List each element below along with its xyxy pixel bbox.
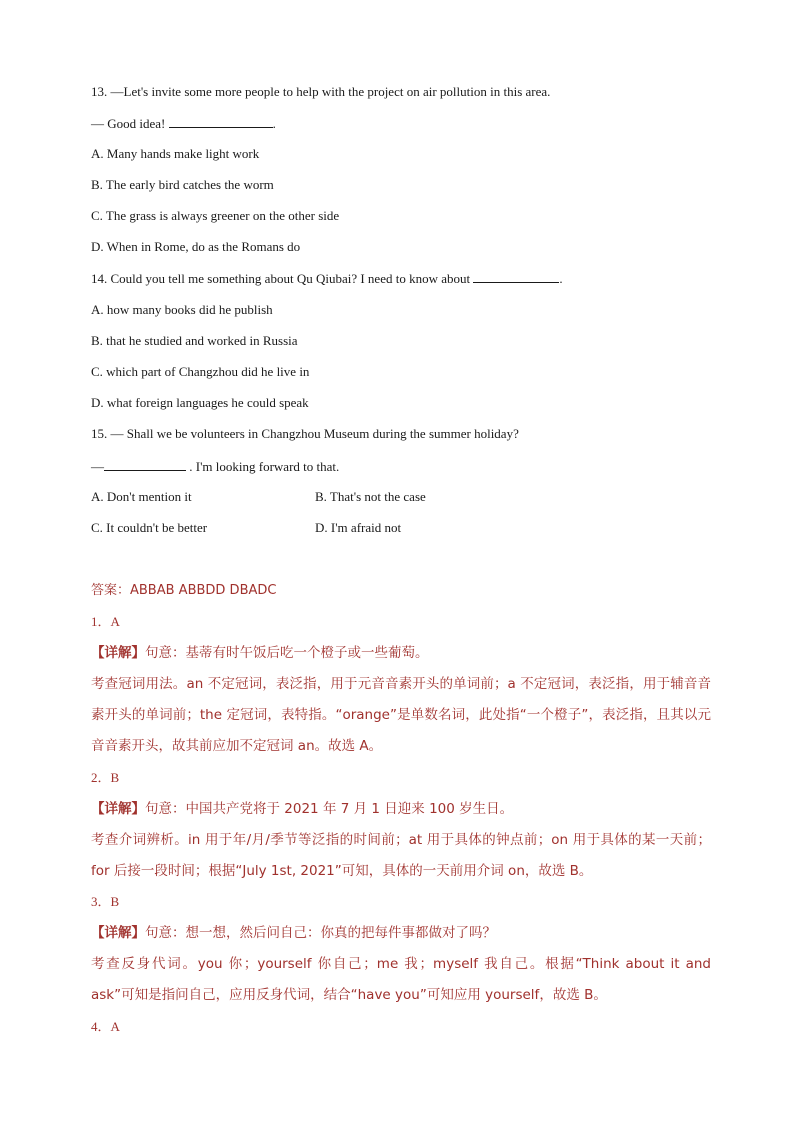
question-15-reply — [91, 458, 339, 475]
question-15-option-c: C. It couldn't be better — [91, 520, 208, 535]
question-13-option-a: A. Many hands make light work — [91, 146, 260, 161]
question-14-stem-suffix: . — [559, 271, 563, 286]
question-13-blank — [169, 115, 273, 128]
question-13-option-b: B. The early bird catches the worm — [91, 177, 274, 192]
question-15-blank — [104, 458, 186, 471]
explanation-1-number: 1．A — [91, 614, 120, 629]
explanation-1-meaning-text: 句意：基蒂有时午饭后吃一个橙子或一些葡萄。 — [145, 645, 429, 661]
question-15-option-a: A. Don't mention it — [91, 489, 192, 504]
question-13-option-c: C. The grass is always greener on the other side — [91, 208, 340, 223]
question-15-reply-prefix: — — [91, 459, 104, 474]
question-15-stem: 15. — Shall we be volunteers in Changzhou Museum during the summer holiday? — [91, 426, 519, 441]
explanation-3-meaning-text: 句意：想一想，然后问自己：你真的把每件事都做对了吗？ — [145, 925, 496, 941]
question-14-blank — [473, 270, 559, 283]
question-14-stem-prefix: 14. Could you tell me something about Qu Qiubai? I need to know about — [91, 271, 474, 286]
answers-line: 答案：ABBAB ABBDD DBADC — [91, 583, 277, 598]
explanation-2-analysis: 考查介词辨析。in 用于年/月/季节等泛指的时间前；at 用于具体的钟点前；on 用于具体的某一天前；for 后接一段时间；根据“July 1st, 2021”可知，具体的一天前用介词 on，故选 B。 — [91, 832, 711, 879]
question-14-option-c: C. which part of Changzhou did he live in — [91, 364, 310, 379]
question-13-stem: 13. —Let's invite some more people to help with the project on air pollution in this area. — [91, 84, 551, 99]
explanation-3-number: 3．B — [91, 894, 120, 909]
question-15-option-d: D. I'm afraid not — [315, 520, 402, 535]
question-13-option-d: D. When in Rome, do as the Romans do — [91, 239, 301, 254]
explanation-4-number: 4．A — [91, 1019, 120, 1034]
question-14-stem — [91, 270, 563, 287]
question-13-reply-prefix: — Good idea! — [91, 116, 169, 131]
question-14-option-d: D. what foreign languages he could speak — [91, 395, 309, 410]
explanation-1-analysis: 考查冠词用法。an 不定冠词，表泛指，用于元音音素开头的单词前；a 不定冠词，表泛指，用于辅音音素开头的单词前；the 定冠词，表特指。“orange”是单数名词，此处指“一个橙子”，表泛指，且其以元音音素开头，故其前应加不定冠词 an。故选 A。 — [91, 676, 711, 754]
explanation-2-bracket: 【详解】 — [91, 801, 145, 817]
explanation-2-number: 2．B — [91, 770, 120, 785]
question-13-reply-suffix: . — [272, 116, 276, 131]
question-13-reply — [91, 115, 276, 132]
explanation-2-meaning-text: 句意：中国共产党将于 2021 年 7 月 1 日迎来 100 岁生日。 — [145, 801, 514, 817]
explanation-3-bracket: 【详解】 — [91, 925, 145, 941]
explanation-3-analysis: 考查反身代词。you 你；yourself 你自己；me 我；myself 我自己。根据“Think about it and ask”可知是指问自己，应用反身代词，结合“have you”可知应用 yourself，故选 B。 — [91, 956, 711, 1003]
question-15-option-b: B. That's not the case — [315, 489, 426, 504]
explanation-1-meaning — [91, 638, 711, 669]
question-14-option-b: B. that he studied and worked in Russia — [91, 333, 298, 348]
question-14-option-a: A. how many books did he publish — [91, 302, 273, 317]
explanation-3-meaning — [91, 918, 711, 949]
explanation-2-meaning — [91, 794, 711, 825]
question-15-reply-suffix: . I'm looking forward to that. — [186, 459, 340, 474]
explanation-1-bracket: 【详解】 — [91, 645, 145, 661]
